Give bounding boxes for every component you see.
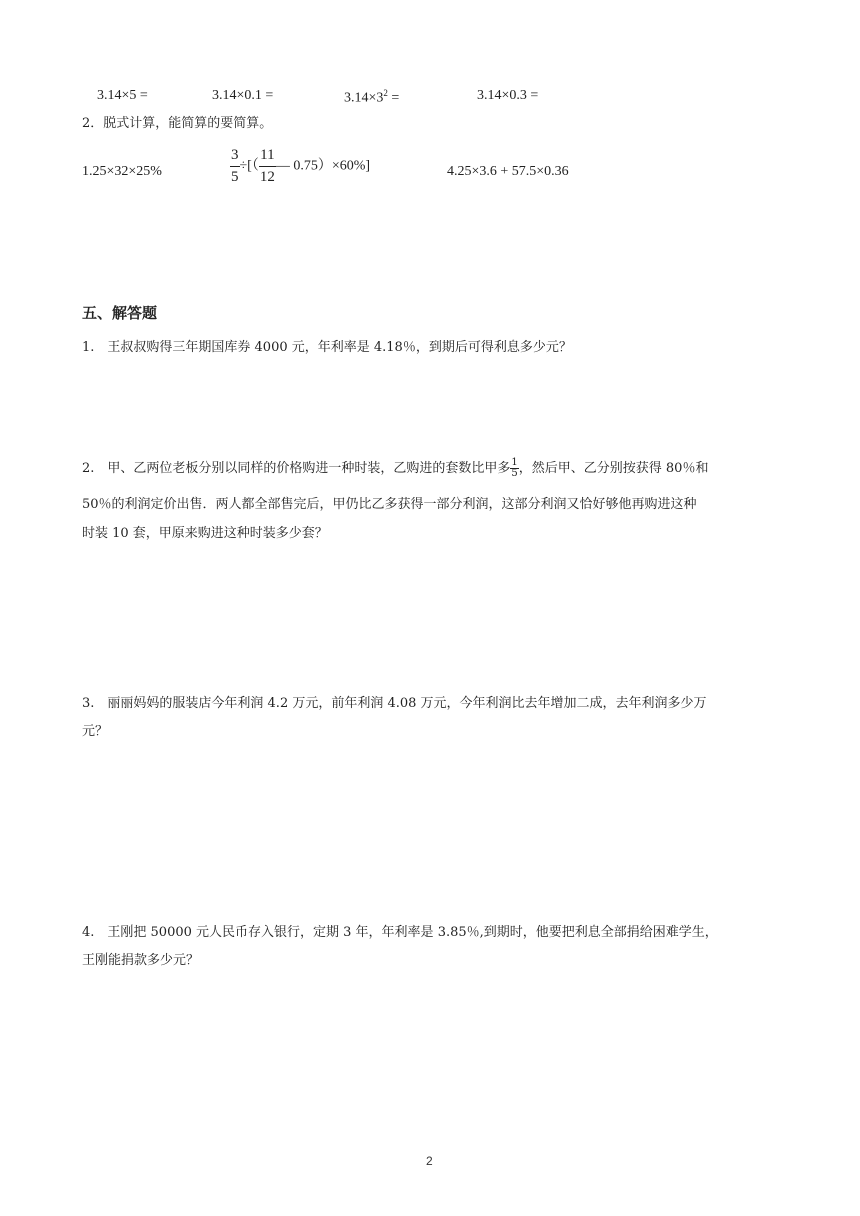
fraction-denominator: 5 [231,169,239,185]
question-2-line-2: 50％的利润定价出售．两人都全部售完后，甲仍比乙多获得一部分利润，这部分利润又恰好够他再购进这种 [82,497,697,512]
fraction-three-fifths [230,148,240,185]
question-1: 1. 王叔叔购得三年期国库券 4000 元，年利率是 4.18％，到期后可得利息多少元？ [82,340,572,355]
fraction-numerator: 11 [259,148,276,167]
part2-expr-2 [230,148,370,185]
question-4-line-1: 4. 王刚把 50000 元人民币存入银行，定期 3 年，年利率是 3.85％,到期时，他要把利息全部捐给困难学生， [82,925,718,940]
question-3-line-2: 元？ [82,724,109,739]
section-heading: 五、解答题 [82,304,158,322]
fraction-denominator: 5 [511,468,518,479]
fraction-one-fifth [510,458,518,479]
part2-expr-3: 4.25×3.6 + 57.5×0.36 [447,164,569,179]
oral-calc-item-4: 3.14×0.3 = [477,88,539,103]
part2-title: 2．脱式计算，能简算的要简算。 [82,116,273,131]
question-3-line-1: 3. 丽丽妈妈的服装店今年利润 4.2 万元，前年利润 4.08 万元，今年利润比去年增加二成，去年利润多少万 [82,696,707,711]
question-4-line-2: 王刚能捐款多少元？ [82,953,200,968]
oral-calc-item-3 [344,88,399,107]
fraction-eleven-twelfths [259,148,276,185]
expr-2-middle: ÷[（ [239,158,259,174]
oral-calc-item-3-exponent: 2 [383,88,388,98]
fraction-numerator: 3 [230,148,240,167]
page-number: 2 [426,1154,433,1168]
expr-2-tail: — 0.75）×60%] [275,158,371,174]
oral-calc-item-3-base: 3.14×3 [344,90,384,106]
question-2-line-1 [82,455,708,483]
fraction-denominator: 12 [259,169,275,185]
question-2-text-a: 2. 甲、乙两位老板分别以同样的价格购进一种时装，乙购进的套数比甲多 [82,461,511,476]
oral-calc-item-2: 3.14×0.1 = [212,88,274,103]
oral-calc-item-3-equals: = [387,90,400,106]
question-2-text-b: ，然后甲、乙分别按获得 80％和 [518,461,709,476]
part2-expr-1: 1.25×32×25% [82,164,162,179]
fraction-numerator: 1 [511,457,518,468]
oral-calc-item-1: 3.14×5 = [97,88,148,103]
question-2-line-3: 时装 10 套，甲原来购进这种时装多少套？ [82,526,328,541]
